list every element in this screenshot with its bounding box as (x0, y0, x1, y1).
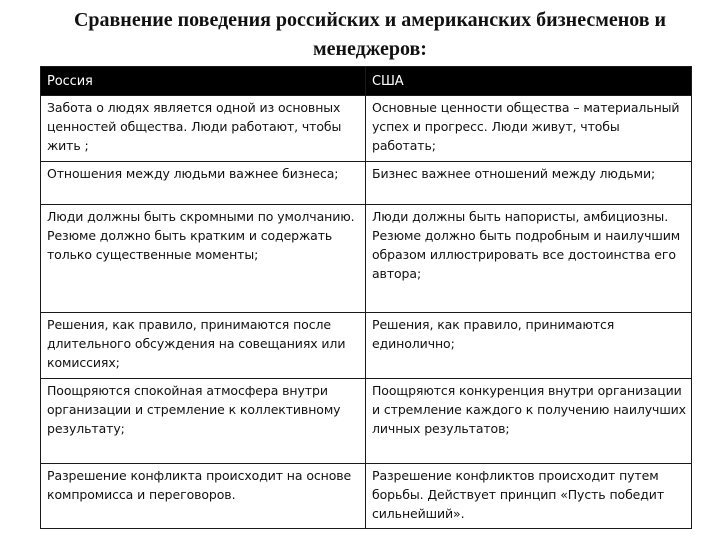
table-row (41, 313, 692, 379)
cell-usa: Поощряются конкуренция внутри организации и стремление каждого к получению наилучших личных результатов; (366, 379, 692, 464)
cell-usa: Разрешение конфликтов происходит путем борьбы. Действует принцип «Пусть победит сильнейший». (366, 464, 692, 529)
cell-russia: Отношения между людьми важнее бизнеса; (41, 162, 366, 205)
cell-usa: Основные ценности общества – материальный успех и прогресс. Люди живут, чтобы работать; (366, 96, 692, 162)
table-row (41, 379, 692, 464)
cell-usa: Бизнес важнее отношений между людьми; (366, 162, 692, 205)
comparison-table (40, 66, 692, 529)
table-row (41, 464, 692, 529)
cell-russia: Поощряются спокойная атмосфера внутри организации и стремление к коллективному результату; (41, 379, 366, 464)
table-row (41, 205, 692, 313)
cell-usa: Люди должны быть напористы, амбициозны. Резюме должно быть подробным и наилучшим образом иллюстрировать все достоинства его автора; (366, 205, 692, 313)
header-usa: США (366, 67, 692, 96)
header-russia: Россия (41, 67, 366, 96)
table-row (41, 96, 692, 162)
page-title-line-2: менеджеров: (313, 38, 427, 60)
cell-russia: Люди должны быть скромными по умолчанию. Резюме должно быть кратким и содержать только существенные моменты; (41, 205, 366, 313)
table-header-row (41, 67, 692, 96)
cell-russia: Решения, как правило, принимаются после длительного обсуждения на совещаниях или комиссиях; (41, 313, 366, 379)
page-title-line-1: Сравнение поведения российских и американских бизнесменов и (73, 9, 667, 31)
cell-usa: Решения, как правило, принимаются единолично; (366, 313, 692, 379)
table-row (41, 162, 692, 205)
cell-russia: Забота о людях является одной из основных ценностей общества. Люди работают, чтобы жить ; (41, 96, 366, 162)
page-title (30, 6, 710, 64)
cell-russia: Разрешение конфликта происходит на основе компромисса и переговоров. (41, 464, 366, 529)
